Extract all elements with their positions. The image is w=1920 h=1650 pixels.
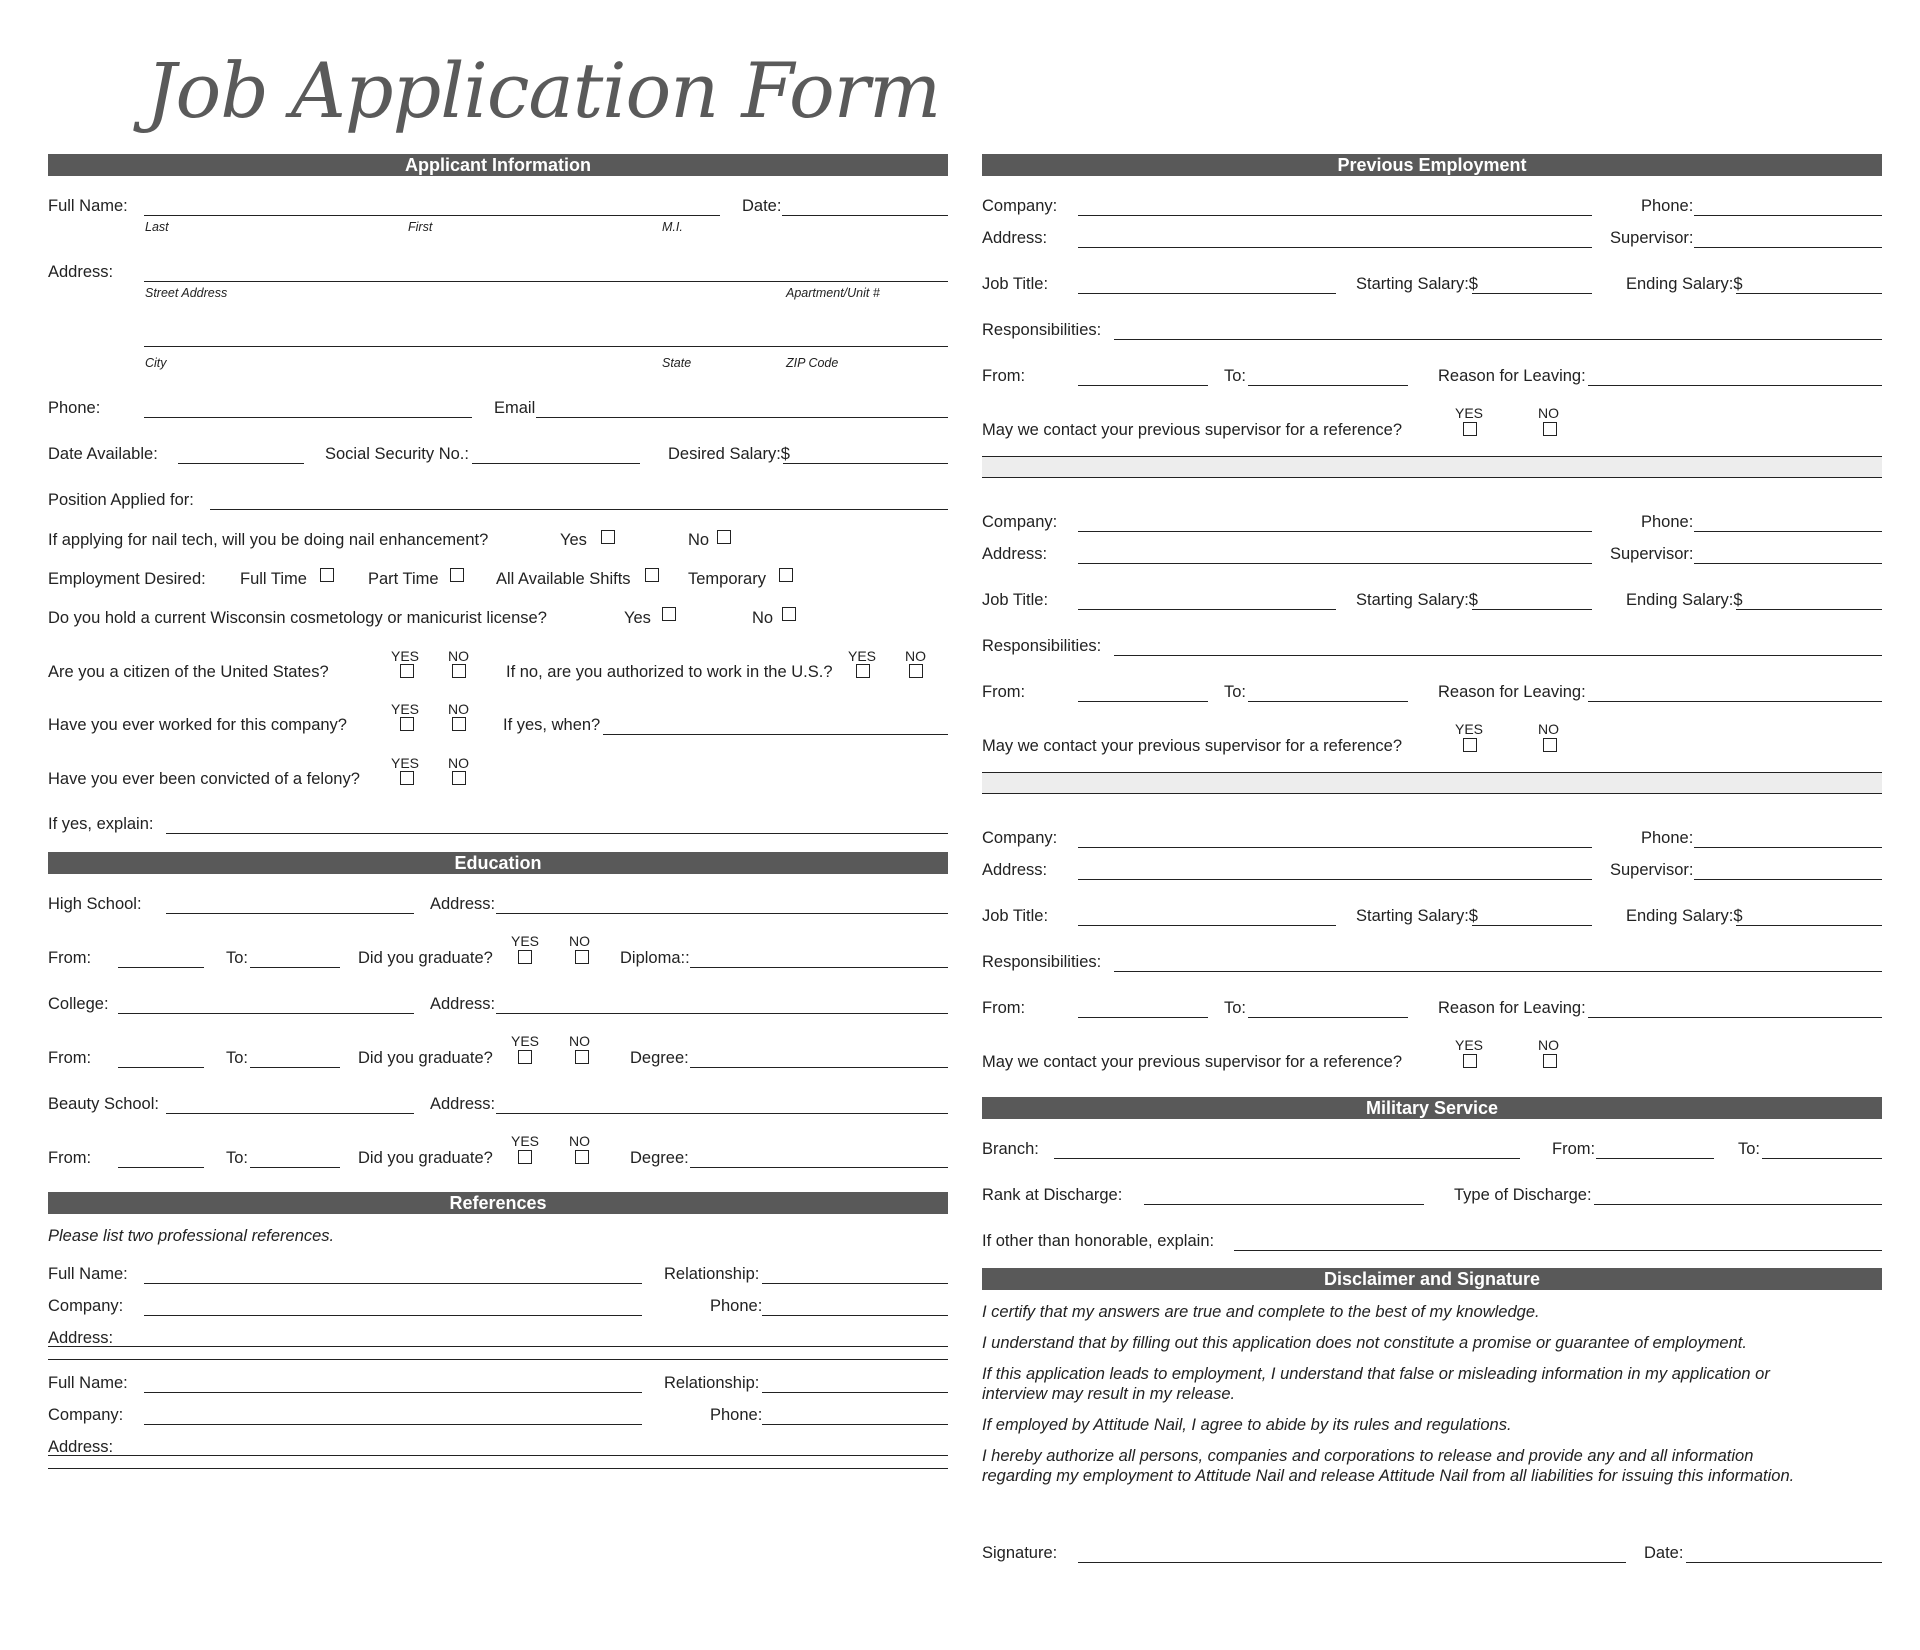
education-header: Education <box>48 852 948 874</box>
emp2-job-title-field[interactable] <box>1078 609 1336 610</box>
citizen-no-checkbox[interactable] <box>452 664 466 678</box>
emp2-from-label: From: <box>982 683 1026 701</box>
full-name-label: Full Name: <box>48 197 128 215</box>
last-sublabel: Last <box>145 220 169 234</box>
nail-no-checkbox[interactable] <box>717 530 731 544</box>
ref1-full-name-field[interactable] <box>144 1283 642 1284</box>
beauty-grad-yes-checkbox[interactable] <box>518 1150 532 1164</box>
emp1-contact-yes-label: YES <box>1455 405 1484 421</box>
worked-question: Have you ever worked for this company? <box>48 716 347 734</box>
nail-no-label: No <box>688 531 710 549</box>
emp1-to-label: To: <box>1224 367 1247 385</box>
beauty-degree-field[interactable] <box>690 1167 948 1168</box>
emp1-starting-salary-field[interactable] <box>1472 293 1592 294</box>
emp1-starting-salary-label: Starting Salary:$ <box>1356 275 1478 293</box>
ref1-company-field[interactable] <box>144 1315 642 1316</box>
date-field[interactable] <box>782 215 948 216</box>
high-school-label: High School: <box>48 895 142 913</box>
signature-field[interactable] <box>1078 1562 1626 1563</box>
military-explain-label: If other than honorable, explain: <box>982 1232 1215 1250</box>
emp2-address-label: Address: <box>982 545 1048 563</box>
college-graduate-label: Did you graduate? <box>358 1049 493 1067</box>
emp3-from-field[interactable] <box>1078 1017 1208 1018</box>
ref2-company-field[interactable] <box>144 1424 642 1425</box>
desired-salary-label: Desired Salary:$ <box>668 445 790 463</box>
emp1-phone-label: Phone: <box>1641 197 1694 215</box>
emp2-company-label: Company: <box>982 513 1058 531</box>
signature-date-label: Date: <box>1644 1544 1684 1562</box>
branch-label: Branch: <box>982 1140 1039 1158</box>
worked-no-checkbox[interactable] <box>452 717 466 731</box>
beauty-graduate-label: Did you graduate? <box>358 1149 493 1167</box>
emp1-address-field[interactable] <box>1078 247 1592 248</box>
emp3-supervisor-label: Supervisor: <box>1610 861 1694 879</box>
felony-yes-checkbox[interactable] <box>400 771 414 785</box>
military-from-field[interactable] <box>1596 1158 1714 1159</box>
full-name-field[interactable] <box>144 215 720 216</box>
emp2-ending-salary-label: Ending Salary:$ <box>1626 591 1743 609</box>
hs-grad-yes-checkbox[interactable] <box>518 950 532 964</box>
date-available-label: Date Available: <box>48 445 158 463</box>
disclaimer-header: Disclaimer and Signature <box>982 1268 1882 1290</box>
emp1-from-label: From: <box>982 367 1026 385</box>
zip-sublabel: ZIP Code <box>786 356 839 370</box>
disclaimer-authorize-2: regarding my employment to Attitude Nail and release Attitude Nail from all liabilities for issuing this information. <box>982 1467 1795 1485</box>
citizen-no-label: NO <box>448 648 469 664</box>
emp3-contact-yes-checkbox[interactable] <box>1463 1054 1477 1068</box>
military-to-label: To: <box>1738 1140 1761 1158</box>
ref2-phone-field[interactable] <box>762 1424 948 1425</box>
emp3-contact-no-label: NO <box>1538 1037 1559 1053</box>
authorized-question: If no, are you authorized to work in the U.S.? <box>506 663 833 681</box>
license-yes-label: Yes <box>624 609 651 627</box>
beauty-school-field[interactable] <box>166 1113 414 1114</box>
ref1-full-name-label: Full Name: <box>48 1265 128 1283</box>
emp2-address-field[interactable] <box>1078 563 1592 564</box>
ssn-label: Social Security No.: <box>325 445 469 463</box>
hs-graduate-label: Did you graduate? <box>358 949 493 967</box>
emp2-job-title-label: Job Title: <box>982 591 1049 609</box>
authorized-no-checkbox[interactable] <box>909 664 923 678</box>
emp2-supervisor-field[interactable] <box>1694 563 1882 564</box>
beauty-grad-yes-label: YES <box>511 1133 540 1149</box>
ref1-address-field[interactable] <box>48 1346 948 1360</box>
emp3-contact-no-checkbox[interactable] <box>1543 1054 1557 1068</box>
disclaimer-false-info-2: interview may result in my release. <box>982 1385 1236 1403</box>
discharge-type-label: Type of Discharge: <box>1454 1186 1592 1204</box>
emp2-contact-yes-label: YES <box>1455 721 1484 737</box>
street-sublabel: Street Address <box>145 286 228 300</box>
emp3-responsibilities-field[interactable] <box>1114 971 1882 972</box>
ref1-address-label: Address: <box>48 1329 114 1347</box>
if-yes-when-label: If yes, when? <box>503 716 601 734</box>
position-label: Position Applied for: <box>48 491 194 509</box>
emp3-to-label: To: <box>1224 999 1247 1017</box>
emp1-supervisor-label: Supervisor: <box>1610 229 1694 247</box>
temporary-checkbox[interactable] <box>779 568 793 582</box>
ref2-full-name-field[interactable] <box>144 1392 642 1393</box>
authorized-yes-checkbox[interactable] <box>856 664 870 678</box>
emp1-responsibilities-field[interactable] <box>1114 339 1882 340</box>
high-school-field[interactable] <box>166 913 414 914</box>
ref1-relationship-field[interactable] <box>762 1283 948 1284</box>
signature-label: Signature: <box>982 1544 1058 1562</box>
emp1-ending-salary-field[interactable] <box>1736 293 1882 294</box>
employment-desired-label: Employment Desired: <box>48 570 206 588</box>
signature-date-field[interactable] <box>1686 1562 1882 1563</box>
worked-yes-label: YES <box>391 701 420 717</box>
city-state-zip-field[interactable] <box>144 346 948 347</box>
beauty-from-field[interactable] <box>118 1167 204 1168</box>
rank-label: Rank at Discharge: <box>982 1186 1123 1204</box>
beauty-degree-label: Degree: <box>630 1149 689 1167</box>
ref2-address-label: Address: <box>48 1438 114 1456</box>
nail-yes-checkbox[interactable] <box>601 530 615 544</box>
emp2-reason-label: Reason for Leaving: <box>1438 683 1586 701</box>
college-label: College: <box>48 995 109 1013</box>
emp2-responsibilities-label: Responsibilities: <box>982 637 1102 655</box>
emp3-reason-field[interactable] <box>1588 1017 1882 1018</box>
references-header: References <box>48 1192 948 1214</box>
phone-label: Phone: <box>48 399 101 417</box>
emp3-ending-salary-label: Ending Salary:$ <box>1626 907 1743 925</box>
temporary-label: Temporary <box>688 570 766 588</box>
college-from-field[interactable] <box>118 1067 204 1068</box>
page-title: Job Application Form <box>146 46 941 135</box>
previous-employment-header: Previous Employment <box>982 154 1882 176</box>
emp3-to-field[interactable] <box>1248 1017 1408 1018</box>
emp3-phone-label: Phone: <box>1641 829 1694 847</box>
emp3-from-label: From: <box>982 999 1026 1017</box>
emp2-starting-salary-field[interactable] <box>1472 609 1592 610</box>
emp1-company-label: Company: <box>982 197 1058 215</box>
emp2-from-field[interactable] <box>1078 701 1208 702</box>
disclaimer-rules: If employed by Attitude Nail, I agree to abide by its rules and regulations. <box>982 1416 1512 1434</box>
license-no-checkbox[interactable] <box>782 607 796 621</box>
ref2-relationship-field[interactable] <box>762 1392 948 1393</box>
felony-explain-field[interactable] <box>166 833 948 834</box>
emp2-supervisor-label: Supervisor: <box>1610 545 1694 563</box>
emp3-contact-question: May we contact your previous supervisor for a reference? <box>982 1053 1403 1071</box>
emp2-contact-no-label: NO <box>1538 721 1559 737</box>
ssn-field[interactable] <box>472 463 640 464</box>
beauty-school-address-field[interactable] <box>496 1113 948 1114</box>
military-explain-field[interactable] <box>1234 1250 1882 1251</box>
emp1-job-title-field[interactable] <box>1078 293 1336 294</box>
all-shifts-label: All Available Shifts <box>496 570 631 588</box>
emp3-starting-salary-field[interactable] <box>1472 925 1592 926</box>
emp3-address-field[interactable] <box>1078 879 1592 880</box>
emp3-address-label: Address: <box>982 861 1048 879</box>
date-available-field[interactable] <box>178 463 304 464</box>
authorized-no-label: NO <box>905 648 926 664</box>
emp1-phone-field[interactable] <box>1694 215 1882 216</box>
beauty-to-label: To: <box>226 1149 249 1167</box>
date-label: Date: <box>742 197 782 215</box>
felony-no-checkbox[interactable] <box>452 771 466 785</box>
emp1-contact-yes-checkbox[interactable] <box>1463 422 1477 436</box>
college-grad-yes-checkbox[interactable] <box>518 1050 532 1064</box>
beauty-to-field[interactable] <box>250 1167 340 1168</box>
emp3-job-title-field[interactable] <box>1078 925 1336 926</box>
diploma-label: Diploma:: <box>620 949 690 967</box>
references-note: Please list two professional references. <box>48 1227 335 1245</box>
rank-field[interactable] <box>1144 1204 1424 1205</box>
emp2-responsibilities-field[interactable] <box>1114 655 1882 656</box>
felony-no-label: NO <box>448 755 469 771</box>
branch-field[interactable] <box>1054 1158 1520 1159</box>
desired-salary-field[interactable] <box>783 463 948 464</box>
college-degree-label: Degree: <box>630 1049 689 1067</box>
address-label: Address: <box>48 263 114 281</box>
college-field[interactable] <box>118 1013 414 1014</box>
emp3-company-field[interactable] <box>1078 847 1592 848</box>
emp2-to-label: To: <box>1224 683 1247 701</box>
emp3-company-label: Company: <box>982 829 1058 847</box>
email-field[interactable] <box>536 417 948 418</box>
emp2-contact-question: May we contact your previous supervisor for a reference? <box>982 737 1403 755</box>
ref2-phone-label: Phone: <box>710 1406 763 1424</box>
college-address-label: Address: <box>430 995 496 1013</box>
emp1-company-field[interactable] <box>1078 215 1592 216</box>
part-time-label: Part Time <box>368 570 439 588</box>
military-to-field[interactable] <box>1762 1158 1882 1159</box>
ref2-address-field[interactable] <box>48 1455 948 1469</box>
military-from-label: From: <box>1552 1140 1596 1158</box>
emp2-separator <box>982 772 1882 794</box>
position-field[interactable] <box>210 509 948 510</box>
college-address-field[interactable] <box>496 1013 948 1014</box>
emp1-ending-salary-label: Ending Salary:$ <box>1626 275 1743 293</box>
apt-sublabel: Apartment/Unit # <box>786 286 880 300</box>
ref1-phone-label: Phone: <box>710 1297 763 1315</box>
ref1-relationship-label: Relationship: <box>664 1265 760 1283</box>
felony-explain-label: If yes, explain: <box>48 815 154 833</box>
authorized-yes-label: YES <box>848 648 877 664</box>
college-from-label: From: <box>48 1049 92 1067</box>
hs-grad-yes-label: YES <box>511 933 540 949</box>
college-grad-no-checkbox[interactable] <box>575 1050 589 1064</box>
ref1-company-label: Company: <box>48 1297 124 1315</box>
emp2-starting-salary-label: Starting Salary:$ <box>1356 591 1478 609</box>
college-grad-yes-label: YES <box>511 1033 540 1049</box>
hs-from-label: From: <box>48 949 92 967</box>
emp3-ending-salary-field[interactable] <box>1736 925 1882 926</box>
emp2-ending-salary-field[interactable] <box>1736 609 1882 610</box>
citizen-yes-label: YES <box>391 648 420 664</box>
emp2-to-field[interactable] <box>1248 701 1408 702</box>
if-yes-when-field[interactable] <box>603 734 948 735</box>
emp1-reason-field[interactable] <box>1588 385 1882 386</box>
nail-yes-label: Yes <box>560 531 587 549</box>
military-service-header: Military Service <box>982 1097 1882 1119</box>
disclaimer-understand: I understand that by filling out this application does not constitute a promise or guarantee of employment. <box>982 1334 1747 1352</box>
diploma-field[interactable] <box>690 967 948 968</box>
emp1-reason-label: Reason for Leaving: <box>1438 367 1586 385</box>
emp1-supervisor-field[interactable] <box>1694 247 1882 248</box>
full-time-checkbox[interactable] <box>320 568 334 582</box>
beauty-school-address-label: Address: <box>430 1095 496 1113</box>
part-time-checkbox[interactable] <box>450 568 464 582</box>
worked-no-label: NO <box>448 701 469 717</box>
emp3-contact-yes-label: YES <box>1455 1037 1484 1053</box>
ref1-phone-field[interactable] <box>762 1315 948 1316</box>
ref2-relationship-label: Relationship: <box>664 1374 760 1392</box>
emp2-reason-field[interactable] <box>1588 701 1882 702</box>
high-school-address-field[interactable] <box>496 913 948 914</box>
emp2-phone-label: Phone: <box>1641 513 1694 531</box>
emp2-contact-yes-checkbox[interactable] <box>1463 738 1477 752</box>
emp1-contact-no-checkbox[interactable] <box>1543 422 1557 436</box>
hs-grad-no-checkbox[interactable] <box>575 950 589 964</box>
street-address-field[interactable] <box>144 281 948 282</box>
emp1-from-field[interactable] <box>1078 385 1208 386</box>
disclaimer-false-info-1: If this application leads to employment, I understand that false or misleading information in my application or <box>982 1365 1770 1383</box>
ref2-company-label: Company: <box>48 1406 124 1424</box>
first-sublabel: First <box>408 220 433 234</box>
all-shifts-checkbox[interactable] <box>645 568 659 582</box>
college-to-label: To: <box>226 1049 249 1067</box>
emp3-phone-field[interactable] <box>1694 847 1882 848</box>
college-grad-no-label: NO <box>569 1033 590 1049</box>
license-no-label: No <box>752 609 774 627</box>
emp3-job-title-label: Job Title: <box>982 907 1049 925</box>
emp1-contact-question: May we contact your previous supervisor for a reference? <box>982 421 1403 439</box>
email-label: Email <box>494 399 536 417</box>
phone-field[interactable] <box>144 417 472 418</box>
citizen-yes-checkbox[interactable] <box>400 664 414 678</box>
beauty-grad-no-label: NO <box>569 1133 590 1149</box>
full-time-label: Full Time <box>240 570 307 588</box>
applicant-information-header: Applicant Information <box>48 154 948 176</box>
hs-to-label: To: <box>226 949 249 967</box>
hs-from-field[interactable] <box>118 967 204 968</box>
disclaimer-certify: I certify that my answers are true and complete to the best of my knowledge. <box>982 1303 1540 1321</box>
license-question: Do you hold a current Wisconsin cosmetology or manicurist license? <box>48 609 547 627</box>
emp1-to-field[interactable] <box>1248 385 1408 386</box>
emp3-reason-label: Reason for Leaving: <box>1438 999 1586 1017</box>
disclaimer-authorize-1: I hereby authorize all persons, companies and corporations to release and provide any and all information <box>982 1447 1754 1465</box>
emp3-responsibilities-label: Responsibilities: <box>982 953 1102 971</box>
discharge-type-field[interactable] <box>1594 1204 1882 1205</box>
emp1-job-title-label: Job Title: <box>982 275 1049 293</box>
emp1-separator <box>982 456 1882 478</box>
emp1-responsibilities-label: Responsibilities: <box>982 321 1102 339</box>
license-yes-checkbox[interactable] <box>662 607 676 621</box>
worked-yes-checkbox[interactable] <box>400 717 414 731</box>
high-school-address-label: Address: <box>430 895 496 913</box>
college-degree-field[interactable] <box>690 1067 948 1068</box>
beauty-grad-no-checkbox[interactable] <box>575 1150 589 1164</box>
beauty-school-label: Beauty School: <box>48 1095 159 1113</box>
emp3-starting-salary-label: Starting Salary:$ <box>1356 907 1478 925</box>
city-sublabel: City <box>145 356 167 370</box>
emp1-address-label: Address: <box>982 229 1048 247</box>
felony-question: Have you ever been convicted of a felony? <box>48 770 360 788</box>
mi-sublabel: M.I. <box>662 220 683 234</box>
emp3-supervisor-field[interactable] <box>1694 879 1882 880</box>
beauty-from-label: From: <box>48 1149 92 1167</box>
emp1-contact-no-label: NO <box>1538 405 1559 421</box>
hs-grad-no-label: NO <box>569 933 590 949</box>
ref2-full-name-label: Full Name: <box>48 1374 128 1392</box>
nail-question: If applying for nail tech, will you be doing nail enhancement? <box>48 531 489 549</box>
emp2-company-field[interactable] <box>1078 531 1592 532</box>
state-sublabel: State <box>662 356 692 370</box>
emp2-contact-no-checkbox[interactable] <box>1543 738 1557 752</box>
emp2-phone-field[interactable] <box>1694 531 1882 532</box>
felony-yes-label: YES <box>391 755 420 771</box>
hs-to-field[interactable] <box>250 967 340 968</box>
college-to-field[interactable] <box>250 1067 340 1068</box>
citizen-question: Are you a citizen of the United States? <box>48 663 329 681</box>
